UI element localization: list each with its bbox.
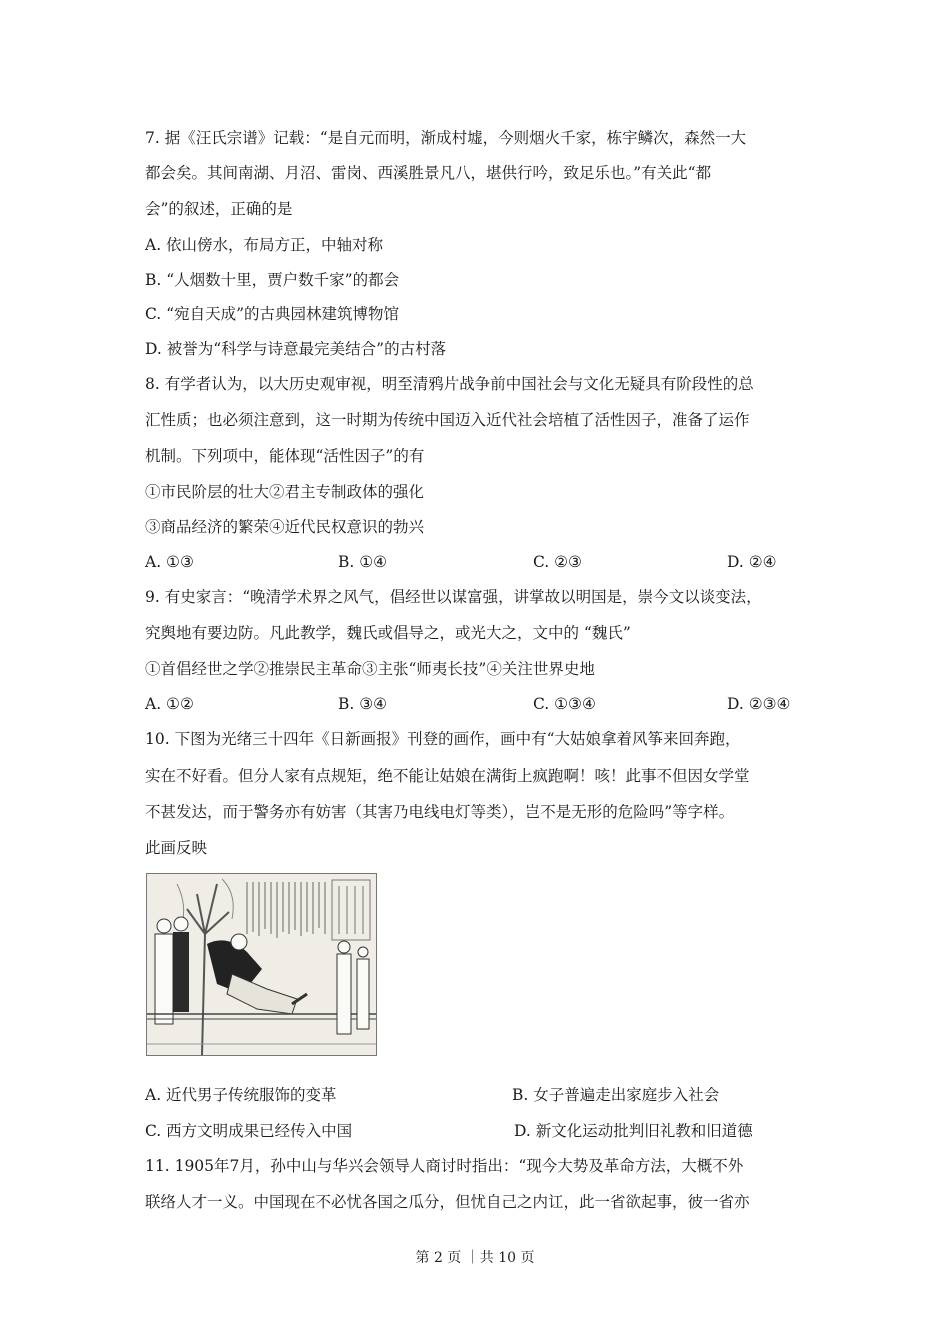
q10-option-c: C. 西方文明成果已经传入中国 [145, 1122, 353, 1140]
q10-option-b: B. 女子普遍走出家庭步入社会 [512, 1086, 720, 1104]
q8-stem-line-1: 8. 有学者认为，以大历史观审视，明至清鸦片战争前中国社会与文化无疑具有阶段性的总 [145, 375, 754, 393]
q11-stem-line-1: 11. 1905年7月，孙中山与华兴会领导人商讨时指出：“现今大势及革命方法，大概不外 [145, 1157, 744, 1175]
historical-illustration [146, 873, 377, 1056]
q9-stem-line-2: 究舆地有要边防。凡此教学，魏氏或倡导之，或光大之，文中的 “魏氏” [145, 624, 631, 642]
q7-option-c: C. “宛自天成”的古典园林建筑博物馆 [145, 305, 400, 323]
q8-option-d: D. ②④ [727, 553, 777, 571]
q9-option-b: B. ③④ [338, 695, 388, 713]
q9-option-c: C. ①③④ [533, 695, 596, 713]
q8-option-b: B. ①④ [338, 553, 388, 571]
q9-option-a: A. ①② [145, 695, 194, 713]
q10-option-a: A. 近代男子传统服饰的变革 [145, 1086, 337, 1104]
q8-option-a: A. ①③ [145, 553, 194, 571]
q10-stem-line-4: 此画反映 [145, 839, 208, 857]
q7-option-d: D. 被誉为“科学与诗意最完美结合”的古村落 [145, 340, 447, 358]
q8-item-line-1: ①市民阶层的壮大②君主专制政体的强化 [145, 483, 425, 501]
q8-stem-line-3: 机制。下列项中，能体现“活性因子”的有 [145, 447, 425, 465]
q8-stem-line-2: 汇性质；也必须注意到，这一时期为传统中国迈入近代社会培植了活性因子，准备了运作 [145, 411, 750, 429]
illustration-drawing [147, 874, 376, 1055]
q11-stem-line-2: 联络人才一义。中国现在不必忧各国之瓜分，但忧自己之内讧，此一省欲起事，彼一省亦 [145, 1193, 750, 1211]
q7-stem-line-1: 7. 据《汪氏宗谱》记载：“是自元而明，渐成村墟，今则烟火千家，栋宇鳞次，森然一大 [145, 129, 747, 147]
page-footer: 第 2 页 ｜共 10 页 [415, 1250, 535, 1266]
q9-item-line-1: ①首倡经世之学②推崇民主革命③主张“师夷长技”④关注世界史地 [145, 660, 595, 678]
q10-option-d: D. 新文化运动批判旧礼教和旧道德 [514, 1122, 753, 1140]
q8-option-c: C. ②③ [533, 553, 582, 571]
q7-stem-line-2: 都会矣。其间南湖、月沼、雷岗、西溪胜景凡八，堪供行吟，致足乐也。”有关此“都 [145, 164, 712, 182]
q10-stem-line-2: 实在不好看。但分人家有点规矩，绝不能让姑娘在满街上疯跑啊！咳！此事不但因女学堂 [145, 767, 750, 785]
q7-option-b: B. “人烟数十里，贾户数千家”的都会 [145, 271, 400, 289]
q10-stem-line-1: 10. 下图为光绪三十四年《日新画报》刊登的画作，画中有“大姑娘拿着风筝来回奔跑， [145, 730, 741, 748]
q10-stem-line-3: 不甚发达，而于警务亦有妨害（其害乃电线电灯等类），岂不是无形的危险吗”等字样。 [145, 803, 735, 821]
q8-item-line-2: ③商品经济的繁荣④近代民权意识的勃兴 [145, 518, 425, 536]
q7-stem-line-3: 会”的叙述，正确的是 [145, 200, 293, 218]
q9-option-d: D. ②③④ [727, 695, 791, 713]
q7-option-a: A. 依山傍水，布局方正，中轴对称 [145, 236, 384, 254]
q9-stem-line-1: 9. 有史家言：“晚清学术界之风气，倡经世以谋富强，讲掌故以明国是，崇今文以谈变法， [145, 588, 762, 606]
